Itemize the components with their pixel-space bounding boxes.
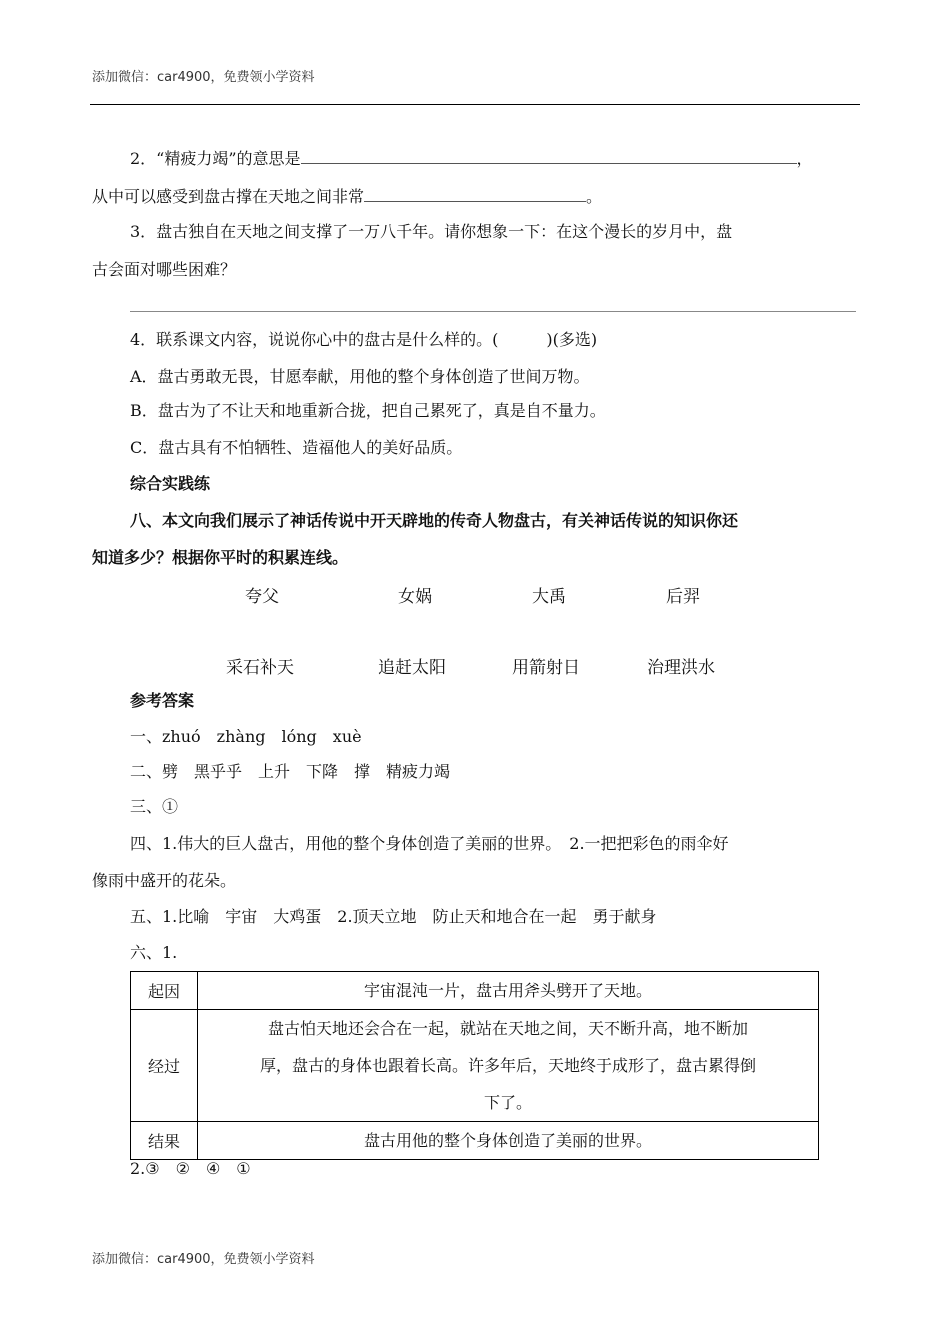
table-key-process: 经过	[131, 1010, 198, 1122]
answer-4-line2: 像雨中盛开的花朵。	[92, 871, 237, 890]
page-footer-text: 添加微信：car4900，免费领小学资料	[92, 1252, 315, 1267]
deed-shoot-sun[interactable]: 用箭射日	[512, 658, 580, 678]
process-line-1: 盘古怕天地还会合在一起，就站在天地之间，天不断升高，地不断加	[267, 1019, 748, 1038]
name-nvwa[interactable]: 女娲	[398, 587, 432, 607]
table-row	[131, 972, 819, 1010]
q2-line1-suffix: ，	[796, 149, 813, 168]
q2-line1	[130, 147, 813, 170]
q8-line2: 知道多少？根据你平时的积累连线。	[92, 548, 349, 567]
q4-option-c: C．盘古具有不怕牺牲、造福他人的美好品质。	[130, 438, 463, 457]
deed-mend-sky[interactable]: 采石补天	[226, 658, 294, 678]
name-dayu[interactable]: 大禹	[532, 587, 566, 607]
table-key-cause: 起因	[131, 972, 198, 1010]
practice-title: 综合实践练	[130, 474, 211, 493]
answers-title: 参考答案	[130, 691, 195, 710]
answer-6-2: 2.③ ② ④ ①	[130, 1159, 251, 1178]
q2-line1-prefix: 2．“精疲力竭”的意思是	[130, 149, 301, 168]
q4-stem: 4．联系课文内容，说说你心中的盘古是什么样的。( )(多选)	[130, 330, 598, 349]
q2-line2	[92, 185, 602, 208]
process-line-2: 厚，盘古的身体也跟着长高。许多年后，天地终于成形了，盘古累得倒	[259, 1056, 756, 1075]
q2-blank-meaning[interactable]	[301, 147, 797, 164]
answer-6: 六、1.	[130, 943, 178, 962]
answer-5: 五、1.比喻 宇宙 大鸡蛋 2.顶天立地 防止天和地合在一起 勇于献身	[130, 907, 657, 926]
answer-1: 一、zhuó zhàng lóng xuè	[130, 727, 362, 746]
answer-3: 三、①	[130, 797, 179, 816]
table-row	[131, 1010, 819, 1122]
answer-4-line1: 四、1.伟大的巨人盘古，用他的整个身体创造了美丽的世界。 2.一把把彩色的雨伞好	[130, 834, 729, 853]
answer-table	[130, 971, 819, 1160]
q4-option-a: A．盘古勇敢无畏，甘愿奉献，用他的整个身体创造了世间万物。	[130, 367, 590, 386]
table-row	[131, 1122, 819, 1160]
table-value-result: 盘古用他的整个身体创造了美丽的世界。	[198, 1122, 819, 1160]
q3-answer-line[interactable]	[130, 311, 856, 312]
name-kuafu[interactable]: 夸父	[245, 587, 279, 607]
q3-line2: 古会面对哪些困难？	[92, 260, 237, 279]
page-header-text: 添加微信：car4900，免费领小学资料	[92, 70, 315, 85]
header-divider	[90, 104, 860, 105]
table-value-process	[198, 1010, 819, 1122]
deed-chase-sun[interactable]: 追赶太阳	[378, 658, 446, 678]
q8-line1: 八、本文向我们展示了神话传说中开天辟地的传奇人物盘古，有关神话传说的知识你还	[130, 511, 739, 530]
q2-line2-suffix: 。	[586, 187, 603, 206]
q4-option-b: B．盘古为了不让天和地重新合拢，把自己累死了，真是自不量力。	[130, 401, 606, 420]
table-key-result: 结果	[131, 1122, 198, 1160]
q2-line2-prefix: 从中可以感受到盘古撑在天地之间非常	[92, 187, 365, 206]
q2-blank-feeling[interactable]	[364, 185, 586, 202]
process-line-3: 下了。	[483, 1093, 532, 1112]
name-houyi[interactable]: 后羿	[666, 587, 700, 607]
q3-line1: 3．盘古独自在天地之间支撑了一万八千年。请你想象一下：在这个漫长的岁月中，盘	[130, 222, 733, 241]
deed-control-flood[interactable]: 治理洪水	[647, 658, 715, 678]
table-value-cause: 宇宙混沌一片，盘古用斧头劈开了天地。	[198, 972, 819, 1010]
answer-2: 二、劈 黑乎乎 上升 下降 撑 精疲力竭	[130, 762, 451, 781]
